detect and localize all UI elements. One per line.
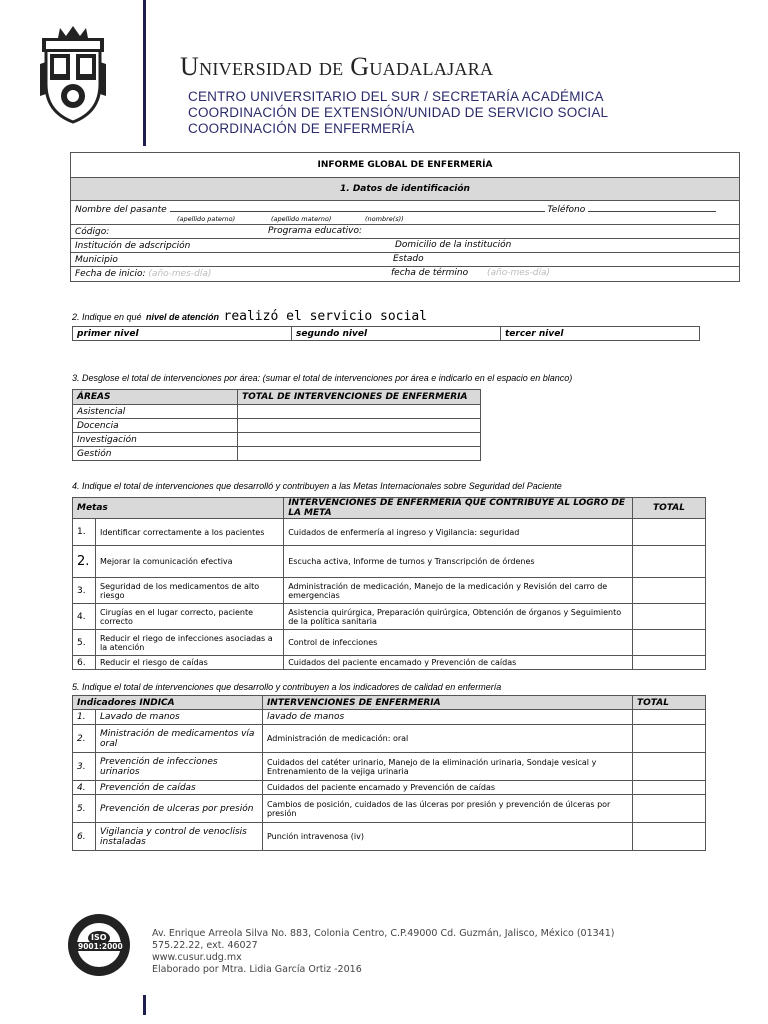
meta-total-cell[interactable] — [633, 519, 706, 546]
indicator-label: Prevención de caídas — [96, 781, 263, 795]
meta-label: Mejorar la comunicación efectiva — [96, 546, 284, 578]
meta-label: Reducir el riesgo de caídas — [96, 656, 284, 670]
q3-question: 3. Desglose el total de intervenciones por área: (sumar el total de intervenciones por área e indicarlo en el espacio en blanco) — [72, 373, 573, 383]
meta-interventions: Administración de medicación, Manejo de la medicación y Revisión del carro de emergencias — [284, 578, 633, 604]
q2-bold: nivel de atención — [146, 312, 220, 322]
fecha-inicio-placeholder[interactable]: (año-mes-día) — [148, 269, 212, 279]
meta-label: Reducir el riego de infecciones asociadas a la atención — [96, 630, 284, 656]
meta-interventions: Escucha activa, Informe de turnos y Transcripción de órdenes — [284, 546, 633, 578]
indicator-num: 2. — [73, 725, 96, 753]
iso-label: ISO — [91, 933, 107, 942]
indicator-total-cell[interactable] — [633, 710, 706, 725]
q2-prefix: 2. Indique en qué — [72, 312, 142, 322]
area-row-label: Asistencial — [73, 405, 238, 419]
indicator-interventions: Cambios de posición, cuidados de las úlceras por presión y prevención de úlceras por presión — [262, 795, 632, 823]
indicator-num: 5. — [73, 795, 96, 823]
programa-label: Programa educativo: — [268, 226, 363, 236]
iso-number: 9001:2000 — [78, 942, 123, 951]
estado-label: Estado — [393, 254, 424, 264]
meta-total-cell[interactable] — [633, 546, 706, 578]
footer-line-1: Av. Enrique Arreola Silva No. 883, Colonia Centro, C.P.49000 Cd. Guzmán, Jalisco, México (01341) — [152, 928, 615, 939]
indicator-interventions: Punción intravenosa (iv) — [262, 823, 632, 851]
indicator-total-cell[interactable] — [633, 823, 706, 851]
domicilio-label: Domicilio de la institución — [395, 240, 512, 250]
indicator-total-cell[interactable] — [633, 725, 706, 753]
telefono-line[interactable] — [588, 202, 716, 212]
meta-total-cell[interactable] — [633, 578, 706, 604]
footer-website[interactable]: www.cusur.udg.mx — [152, 952, 242, 963]
areas-header: ÁREAS — [73, 390, 238, 405]
area-total-cell[interactable] — [238, 447, 481, 461]
indicator-label: Prevención de infecciones urinarios — [96, 753, 263, 781]
area-total-cell[interactable] — [238, 433, 481, 447]
institucion-label: Institución de adscripción — [75, 240, 191, 251]
meta-interventions: Cuidados del paciente encamado y Prevención de caídas — [284, 656, 633, 670]
level-tercer[interactable]: tercer nivel — [501, 327, 700, 341]
level-segundo[interactable]: segundo nivel — [292, 327, 501, 341]
attention-level-table — [72, 326, 700, 341]
nombre-label: Nombre del pasante — [75, 204, 167, 215]
meta-interventions: Cuidados de enfermería al ingreso y Vigilancia: seguridad — [284, 519, 633, 546]
footer-address — [152, 928, 614, 976]
nombre-row — [71, 201, 740, 216]
indicator-interventions: Cuidados del paciente encamado y Prevención de caídas — [262, 781, 632, 795]
total-interv-header: TOTAL DE INTERVENCIONES DE ENFERMERIA — [238, 390, 481, 405]
level-primer[interactable]: primer nivel — [73, 327, 292, 341]
meta-total-cell[interactable] — [633, 656, 706, 670]
area-row-label: Gestión — [73, 447, 238, 461]
codigo-label: Código: — [75, 226, 110, 237]
meta-num: 6. — [73, 656, 96, 670]
metas-header: Metas — [73, 498, 284, 519]
metas-table — [72, 497, 706, 670]
indicadores-total-header: TOTAL — [633, 696, 706, 710]
municipio-label: Municipio — [75, 254, 118, 265]
meta-interventions: Asistencia quirúrgica, Preparación quirúrgica, Obtención de órganos y Seguimiento de la política sanitaria — [284, 604, 633, 630]
area-total-cell[interactable] — [238, 419, 481, 433]
header-line-2: COORDINACIÓN DE EXTENSIÓN/UNIDAD DE SERVICIO SOCIAL — [188, 105, 609, 120]
indicator-total-cell[interactable] — [633, 781, 706, 795]
indicadores-table — [72, 695, 706, 851]
metas-interv-header: INTERVENCIONES DE ENFERMERIA QUE CONTRIBUYE AL LOGRO DE LA META — [284, 498, 633, 519]
indicator-label: Ministración de medicamentos vía oral — [96, 725, 263, 753]
header-vertical-bar — [143, 0, 146, 146]
q2-question — [72, 307, 427, 325]
indicator-interventions: lavado de manos — [262, 710, 632, 725]
q5-question: 5. Indique el total de intervenciones que desarrollo y contribuyen a los indicadores de calidad en enfermería — [72, 682, 502, 692]
indicadores-interv-header: INTERVENCIONES DE ENFERMERIA — [262, 696, 632, 710]
fecha-termino-label: fecha de término — [391, 268, 469, 278]
area-row-label: Investigación — [73, 433, 238, 447]
meta-total-cell[interactable] — [633, 630, 706, 656]
footer-line-2: 575.22.22, ext. 46027 — [152, 940, 258, 951]
apellido-materno-caption: (apellido materno) — [271, 215, 332, 223]
indicadores-header: Indicadores INDICA — [73, 696, 263, 710]
form-title: INFORME GLOBAL DE ENFERMERÍA — [71, 153, 740, 178]
indicator-total-cell[interactable] — [633, 753, 706, 781]
indicator-total-cell[interactable] — [633, 795, 706, 823]
meta-label: Identificar correctamente a los pacientes — [96, 519, 284, 546]
q4-question: 4. Indique el total de intervenciones que desarrolló y contribuyen a las Metas Internacionales sobre Seguridad del Paciente — [72, 481, 562, 491]
identification-table — [70, 152, 740, 282]
metas-total-header: TOTAL — [633, 498, 706, 519]
meta-num: 5. — [73, 630, 96, 656]
header-line-3: COORDINACIÓN DE ENFERMERÍA — [188, 121, 415, 136]
meta-interventions: Control de infecciones — [284, 630, 633, 656]
iso-certification-logo — [66, 912, 132, 978]
fecha-inicio-label: Fecha de inicio: — [75, 269, 146, 279]
areas-table — [72, 389, 481, 461]
nombre-line[interactable] — [170, 202, 545, 212]
section-1-title: 1. Datos de identificación — [71, 178, 740, 201]
area-total-cell[interactable] — [238, 405, 481, 419]
indicator-label: Vigilancia y control de venoclisis instaladas — [96, 823, 263, 851]
indicator-num: 4. — [73, 781, 96, 795]
university-name: Universidad de Guadalajara — [180, 52, 494, 81]
indicator-label: Prevención de ulceras por presión — [96, 795, 263, 823]
meta-label: Seguridad de los medicamentos de alto riesgo — [96, 578, 284, 604]
meta-num: 2. — [73, 546, 96, 578]
nombres-caption: (nombre(s)) — [365, 215, 404, 223]
indicator-num: 3. — [73, 753, 96, 781]
footer-author: Elaborado por Mtra. Lidia García Ortiz -2016 — [152, 964, 362, 975]
meta-total-cell[interactable] — [633, 604, 706, 630]
meta-num: 3. — [73, 578, 96, 604]
header-line-1: CENTRO UNIVERSITARIO DEL SUR / SECRETARÍA ACADÉMICA — [188, 89, 604, 104]
meta-num: 1. — [73, 519, 96, 546]
area-row-label: Docencia — [73, 419, 238, 433]
university-crest-logo — [40, 24, 106, 124]
indicator-interventions: Administración de medicación: oral — [262, 725, 632, 753]
indicator-num: 1. — [73, 710, 96, 725]
indicator-label: Lavado de manos — [96, 710, 263, 725]
footer-vertical-bar — [143, 995, 146, 1015]
telefono-label: Teléfono — [547, 204, 586, 215]
apellido-paterno-caption: (apellido paterno) — [177, 215, 236, 223]
meta-label: Cirugías en el lugar correcto, paciente correcto — [96, 604, 284, 630]
q2-suffix: realizó el servicio social — [223, 309, 427, 324]
indicator-num: 6. — [73, 823, 96, 851]
indicator-interventions: Cuidados del catéter urinario, Manejo de la eliminación urinaria, Sondaje vesical y Entrenamiento de la vejiga urinaria — [262, 753, 632, 781]
fecha-termino-placeholder[interactable]: (año-mes-día) — [487, 268, 550, 278]
meta-num: 4. — [73, 604, 96, 630]
